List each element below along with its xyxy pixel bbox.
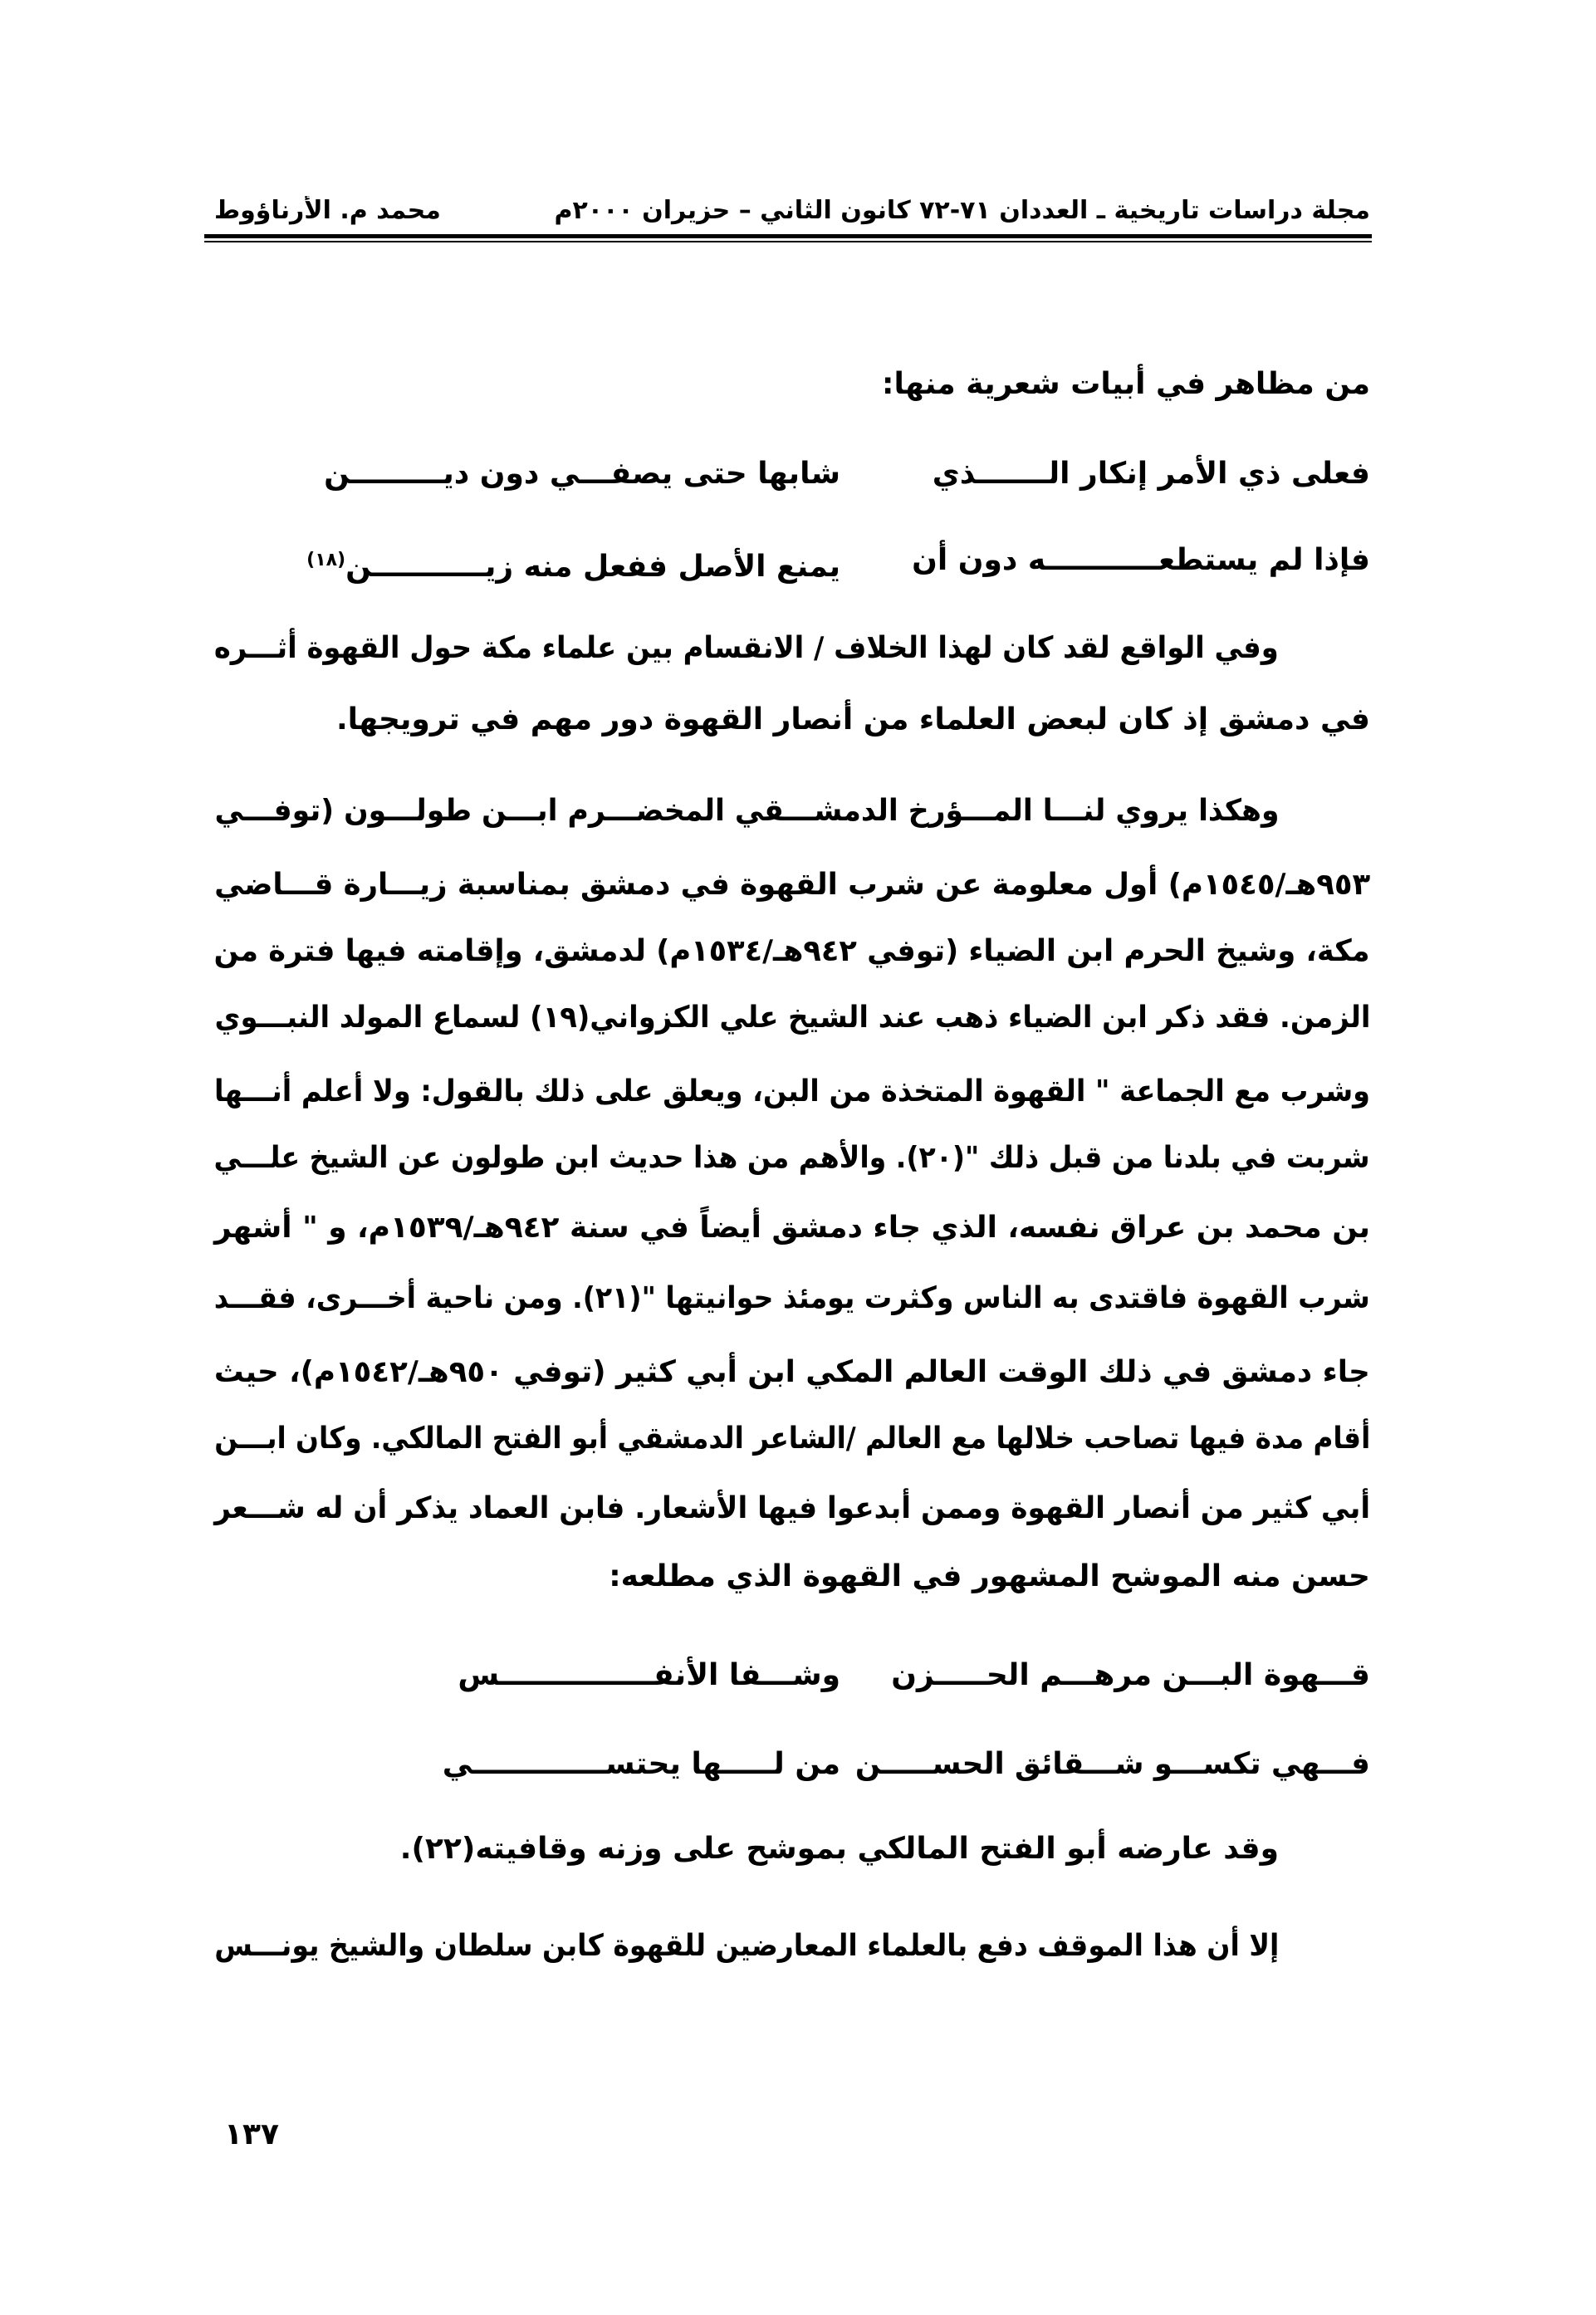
journal-title-box — [540, 196, 1370, 225]
footnote-ref: (١٨) — [306, 550, 346, 570]
paragraph-line — [214, 1280, 1370, 1318]
line-text: جاء دمشق في ذلك الوقت العالم المكي ابن أبي كثير (توفي ٩٥٠هـ/١٥٤٢م)، حيث — [214, 1355, 1370, 1389]
line-text: مكة، وشيخ الحرم ابن الضياء (توفي ٩٤٢هـ/١٥٣٤م) لدمشق، وإقامته فيها فترة من — [214, 934, 1370, 968]
verse-hemistich — [855, 455, 1370, 493]
paragraph-line — [214, 1139, 1370, 1177]
paragraph-line — [214, 1420, 1370, 1458]
line-text: حسن منه الموشح المشهور في القهوة الذي مطلعه: — [609, 1559, 1370, 1593]
paragraph-line — [214, 1490, 1370, 1528]
line-text: في دمشق إذ كان لبعض العلماء من أنصار القهوة دور مهم في ترويجها. — [336, 702, 1370, 737]
paragraph-line — [214, 999, 1370, 1037]
intro-line — [214, 365, 1370, 404]
paragraph-line — [214, 1927, 1279, 1965]
author-name: محمد م. الأرناؤوط — [214, 196, 441, 225]
header-rule — [204, 234, 1372, 238]
verse-text: يمنع الأصل ففعل منه زيـــــــــــن — [345, 550, 840, 584]
author-name-box — [214, 196, 513, 225]
line-text: شرب القهوة فاقتدى به الناس وكثرت يومئذ حوانيتها "(٢١). ومن ناحية أخـــرى، فقـــد — [214, 1281, 1370, 1315]
line-text: ٩٥٣هـ/١٥٤٥م) أول معلومة عن شرب القهوة في دمشق بمناسبة زيـــارة قـــاضي — [214, 868, 1370, 902]
line-text: أقام مدة فيها تصاحب خلالها مع العالم /الشاعر الدمشقي أبو الفتح المالكي. وكان ابـــن — [214, 1422, 1370, 1456]
paragraph-line — [214, 866, 1370, 904]
line-text: بن محمد بن عراق نفسه، الذي جاء دمشق أيضاً في سنة ٩٤٢هـ/١٥٣٩م، و " أشهر — [214, 1211, 1370, 1245]
verse-hemistich — [218, 541, 840, 584]
verse-text: وشـــفا الأنفـــــــــــــــس — [458, 1658, 840, 1692]
running-header — [214, 196, 1370, 232]
header-rule-thin — [204, 241, 1372, 242]
paragraph-line — [214, 1353, 1370, 1392]
paragraph-line — [214, 932, 1370, 971]
verse-hemistich — [855, 1745, 1370, 1784]
journal-title: مجلة دراسات تاريخية ـ العددان ٧١-٧٢ كانون الثاني – حزيران ٢٠٠٠م — [554, 196, 1370, 225]
verse-text-wrap — [306, 541, 840, 586]
verse-text: فإذا لم يستطعـــــــــــه دون أن — [912, 543, 1370, 577]
paragraph-line — [214, 1073, 1370, 1111]
paragraph-line — [214, 701, 1370, 739]
verse-text: فـــهي تكســـو شـــقائق الحســـــن — [855, 1747, 1370, 1781]
paragraph-line — [214, 792, 1279, 830]
verse-hemistich — [855, 541, 1370, 580]
line-text: إلا أن هذا الموقف دفع بالعلماء المعارضين للقهوة كابن سلطان والشيخ يونـــس — [214, 1929, 1279, 1963]
verse-text: شابها حتى يصفـــي دون ديـــــــــن — [324, 457, 840, 491]
line-text: الزمن. فقد ذكر ابن الضياء ذهب عند الشيخ علي الكزواني(١٩) لسماع المولد النبـــوي — [214, 1001, 1370, 1035]
line-text: شربت في بلدنا من قبل ذلك "(٢٠). والأهم من هذا حديث ابن طولون عن الشيخ علـــي — [214, 1141, 1370, 1175]
verse-hemistich — [218, 455, 840, 493]
intro-text: من مظاهر في أبيات شعرية منها: — [882, 367, 1370, 401]
line-text: وشرب مع الجماعة " القهوة المتخذة من البن، ويعلق على ذلك بالقول: ولا أعلم أنـــها — [214, 1074, 1370, 1109]
paragraph-line — [214, 1830, 1279, 1868]
verse-text: فعلى ذي الأمر إنكار الـــــــذي — [932, 457, 1370, 491]
verse-text: من لـــــها يحتســـــــــــــي — [442, 1747, 840, 1781]
verse-hemistich — [855, 1657, 1370, 1695]
verse-hemistich — [218, 1657, 840, 1695]
paragraph-line — [214, 629, 1279, 668]
line-text: أبي كثير من أنصار القهوة وممن أبدعوا فيها الأشعار. فابن العماد يذكر أن له شـــعر — [214, 1491, 1370, 1525]
line-text: وهكذا يروي لنـــا المـــؤرخ الدمشـــقي المخضـــرم ابـــن طولـــون (توفـــي — [214, 794, 1279, 828]
verse-text: قـــهوة البـــن مرهـــم الحـــــزن — [891, 1658, 1370, 1692]
paragraph-line — [214, 1209, 1370, 1247]
paragraph-line — [214, 1558, 1370, 1596]
page-number: ١٣٧ — [224, 2117, 279, 2151]
verse-hemistich — [218, 1745, 840, 1784]
line-text: وقد عارضه أبو الفتح المالكي بموشح على وزنه وقافيته(٢٢). — [399, 1832, 1279, 1866]
line-text: وفي الواقع لقد كان لهذا الخلاف / الانقسام بين علماء مكة حول القهوة أثـــره — [214, 631, 1279, 665]
